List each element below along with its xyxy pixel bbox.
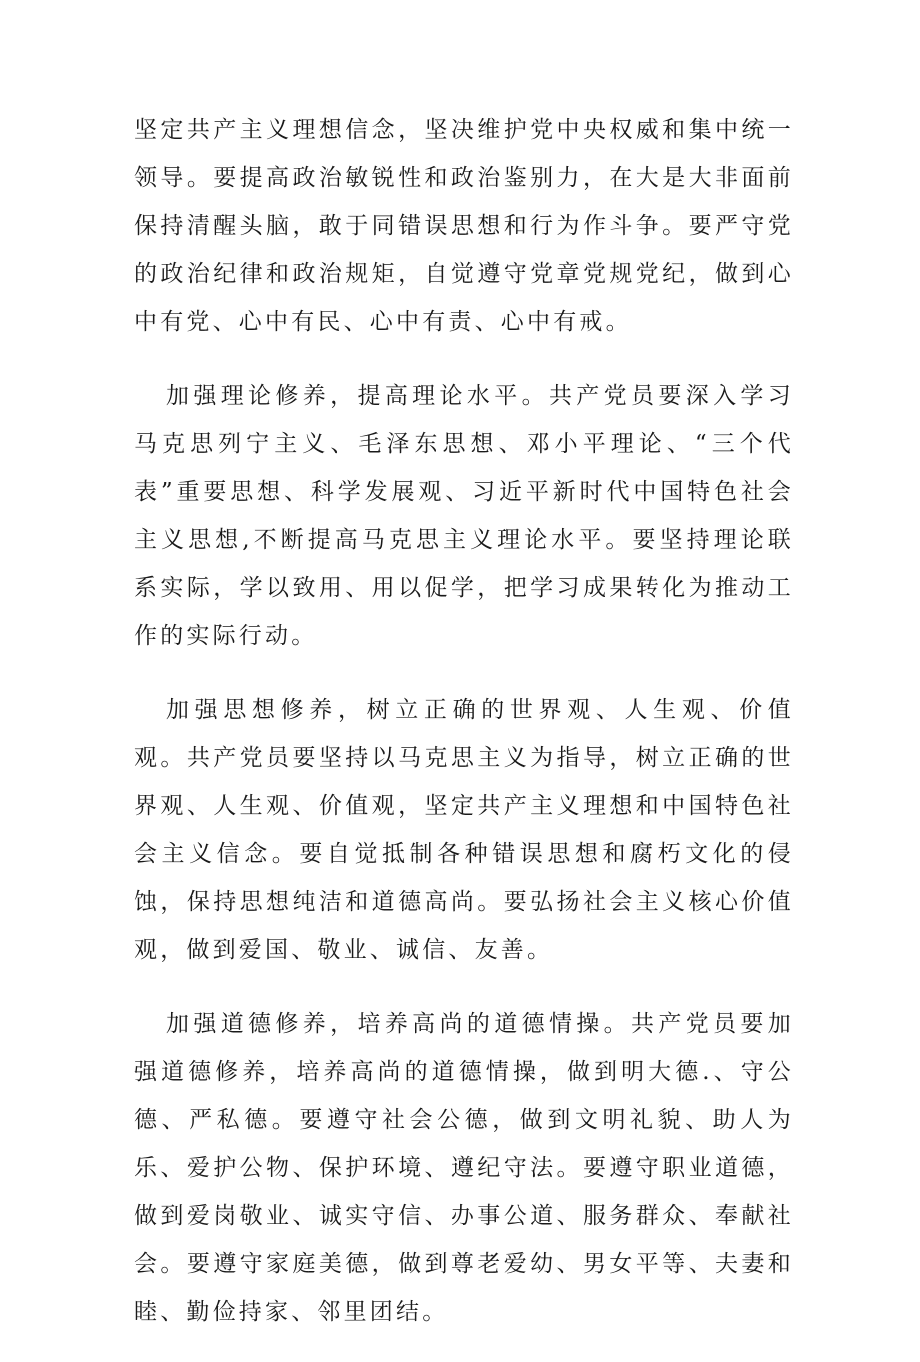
paragraph-ideological-cultivation: 加强思想修养，树立正确的世界观、人生观、价值观。共产党员要坚持以马克思主义为指导，树立正确的世界观、人生观、价值观，坚定共产主义理想和中国特色社会主义信念。要自觉抵制各种错误思想和腐朽文化的侵蚀，保持思想纯洁和道德高尚。要弘扬社会主义核心价值观，做到爱国、敬业、诚信、友善。 [134, 697, 794, 963]
document-body [134, 106, 794, 1362]
paragraph-party-ideals: 坚定共产主义理想信念，坚决维护党中央权威和集中统一领导。要提高政治敏锐性和政治鉴别力，在大是大非面前保持清醒头脑，敢于同错误思想和行为作斗争。要严守党的政治纪律和政治规矩，自觉遵守党章党规党纪，做到心中有党、心中有民、心中有责、心中有戒。 [134, 117, 794, 335]
paragraph-moral-cultivation: 加强道德修养，培养高尚的道德情操。共产党员要加强道德修养，培养高尚的道德情操，做到明大德.、守公德、严私德。要遵守社会公德，做到文明礼貌、助人为乐、爱护公物、保护环境、遵纪守法。要遵守职业道德，做到爱岗敬业、诚实守信、办事公道、服务群众、奉献社会。要遵守家庭美德，做到尊老爱幼、男女平等、夫妻和睦、勤俭持家、邻里团结。 [134, 1011, 794, 1325]
paragraph-theory-cultivation: 加强理论修养，提高理论水平。共产党员要深入学习马克思列宁主义、毛泽东思想、邓小平理论、“三个代表”重要思想、科学发展观、习近平新时代中国特色社会主义思想,不断提高马克思主义理论水平。要坚持理论联系实际，学以致用、用以促学，把学习成果转化为推动工作的实际行动。 [134, 383, 794, 649]
